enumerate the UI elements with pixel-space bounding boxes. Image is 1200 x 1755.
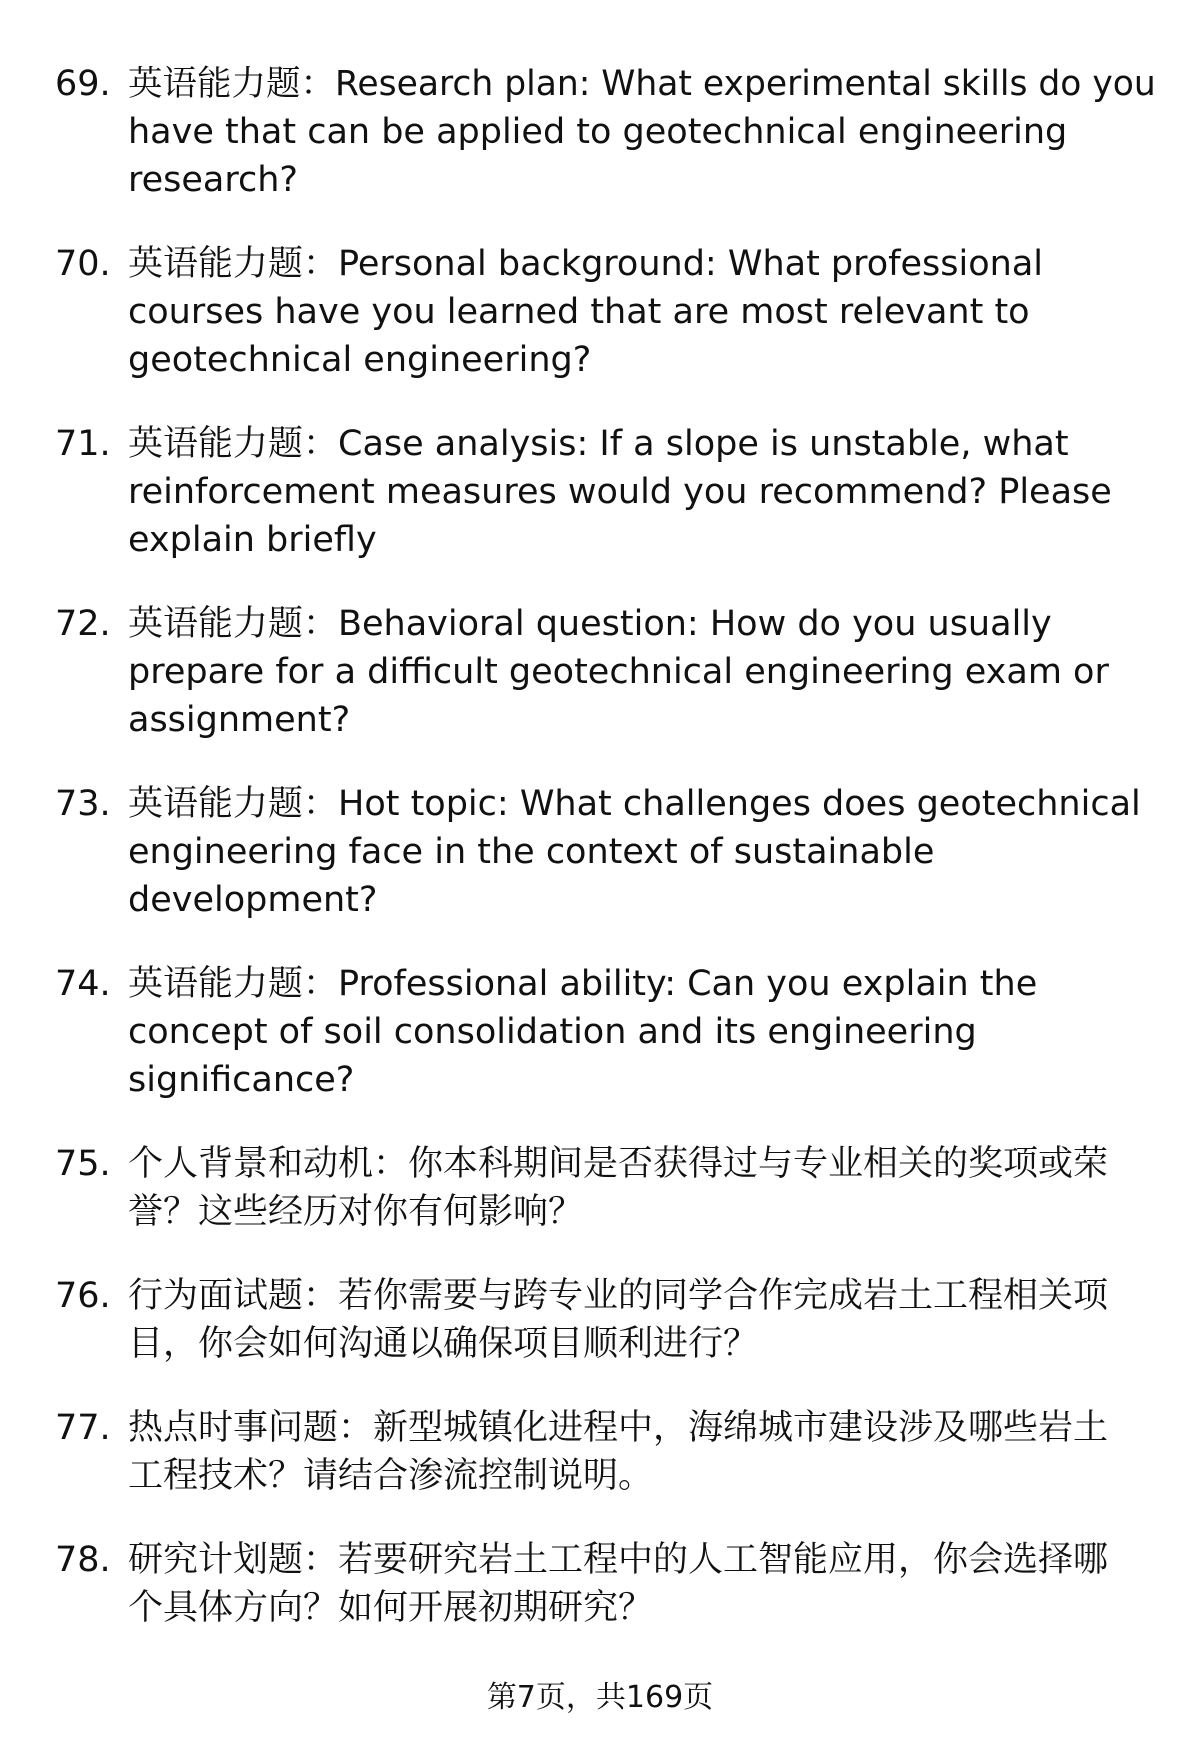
question-line: 研究计划题：若要研究岩土工程中的人工智能应用，你会选择哪 — [128, 1540, 1109, 1580]
question-text — [128, 1404, 1163, 1500]
question-text — [128, 1536, 1163, 1632]
question-text — [128, 240, 1163, 384]
question-line: 英语能力题：Hot topic: What challenges does geotechnical — [128, 784, 1141, 824]
question-line: reinforcement measures would you recommend? Please — [128, 472, 1112, 512]
question-line: concept of soil consolidation and its engineering — [128, 1012, 977, 1052]
question-line: 誉？这些经历对你有何影响？ — [128, 1192, 584, 1232]
question-line: 英语能力题：Behavioral question: How do you usually — [128, 604, 1052, 644]
question-line: prepare for a difficult geotechnical engineering exam or — [128, 652, 1109, 692]
question-line: 英语能力题：Professional ability: Can you explain the — [128, 964, 1038, 1004]
question-line: 英语能力题：Research plan: What experimental skills do you — [128, 64, 1156, 104]
question-line: assignment? — [128, 700, 351, 740]
page-footer — [0, 1678, 1200, 1718]
question-line: 英语能力题：Case analysis: If a slope is unstable, what — [128, 424, 1069, 464]
question-line: significance? — [128, 1060, 355, 1100]
question-line: 工程技术？请结合渗流控制说明。 — [128, 1456, 654, 1496]
question-text — [128, 780, 1163, 924]
question-text — [128, 1140, 1163, 1236]
question-line: 个人背景和动机：你本科期间是否获得过与专业相关的奖项或荣 — [128, 1144, 1109, 1184]
question-line: 行为面试题：若你需要与跨专业的同学合作完成岩土工程相关项 — [128, 1276, 1109, 1316]
question-number: 74. — [55, 964, 111, 1004]
question-number: 77. — [55, 1408, 111, 1448]
question-line: 目，你会如何沟通以确保项目顺利进行？ — [128, 1324, 759, 1364]
question-line: development? — [128, 880, 378, 920]
question-line: 热点时事问题：新型城镇化进程中，海绵城市建设涉及哪些岩土 — [128, 1408, 1109, 1448]
question-line: 个具体方向？如何开展初期研究？ — [128, 1588, 654, 1628]
question-number: 73. — [55, 784, 111, 824]
question-text — [128, 1272, 1163, 1368]
question-line: have that can be applied to geotechnical engineering — [128, 112, 1068, 152]
question-line: courses have you learned that are most relevant to — [128, 292, 1030, 332]
question-line: research? — [128, 160, 298, 200]
question-text — [128, 420, 1163, 564]
question-line: explain briefly — [128, 520, 377, 560]
question-number: 76. — [55, 1276, 111, 1316]
question-line: engineering face in the context of sustainable — [128, 832, 935, 872]
question-number: 70. — [55, 244, 111, 284]
question-line: 英语能力题：Personal background: What professional — [128, 244, 1043, 284]
question-number: 71. — [55, 424, 111, 464]
question-text — [128, 960, 1163, 1104]
page-number-label: 第7页，共169页 — [486, 1680, 714, 1715]
question-number: 78. — [55, 1540, 111, 1580]
question-number: 75. — [55, 1144, 111, 1184]
question-text — [128, 600, 1163, 744]
question-line: geotechnical engineering? — [128, 340, 592, 380]
question-number: 72. — [55, 604, 111, 644]
question-text — [128, 60, 1163, 204]
question-number: 69. — [55, 64, 111, 104]
